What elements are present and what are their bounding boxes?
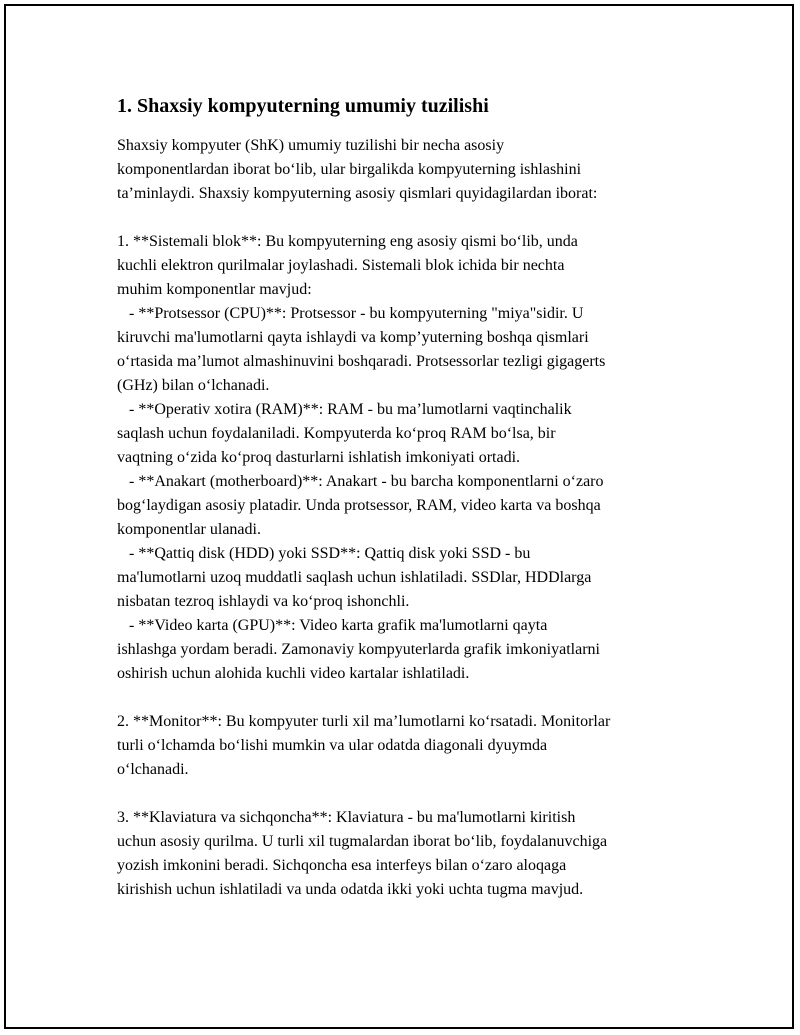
text-line: Shaxsiy kompyuter (ShK) umumiy tuzilishi bir necha asosiy	[117, 137, 505, 154]
text-line: 2. **Monitor**: Bu kompyuter turli xil ma’lumotlarni ko‘rsatadi. Monitorlar	[117, 713, 611, 730]
text-line: - **Qattiq disk (HDD) yoki SSD**: Qattiq disk yoki SSD - bu	[117, 545, 531, 562]
text-line: 1. **Sistemali blok**: Bu kompyuterning eng asosiy qismi bo‘lib, unda	[117, 233, 578, 250]
text-line: ta’minlaydi. Shaxsiy kompyuterning asosiy qismlari quyidagilardan iborat:	[117, 185, 598, 202]
text-line: - **Anakart (motherboard)**: Anakart - bu barcha komponentlarni o‘zaro	[117, 473, 604, 490]
text-line: kiruvchi ma'lumotlarni qayta ishlaydi va komp’yuterning boshqa qismlari	[117, 329, 589, 346]
text-line: - **Operativ xotira (RAM)**: RAM - bu ma’lumotlarni vaqtinchalik	[117, 401, 572, 418]
text-line: 3. **Klaviatura va sichqoncha**: Klaviatura - bu ma'lumotlarni kiritish	[117, 809, 576, 826]
text-line: yozish imkonini beradi. Sichqoncha esa interfeys bilan o‘zaro aloqaga	[117, 857, 567, 874]
text-line: (GHz) bilan o‘lchanadi.	[117, 377, 270, 394]
text-line: muhim komponentlar mavjud:	[117, 281, 312, 298]
document-title: 1. Shaxsiy kompyuterning umumiy tuzilishi	[117, 95, 489, 117]
text-line: oshirish uchun alohida kuchli video kartalar ishlatiladi.	[117, 665, 470, 682]
text-line: ma'lumotlarni uzoq muddatli saqlash uchun ishlatiladi. SSDlar, HDDlarga	[117, 569, 592, 586]
text-line: bog‘laydigan asosiy platadir. Unda protsessor, RAM, video karta va boshqa	[117, 497, 601, 514]
text-line: vaqtning o‘zida ko‘proq dasturlarni ishlatish imkoniyati ortadi.	[117, 449, 521, 466]
text-line: saqlash uchun foydalaniladi. Kompyuterda ko‘proq RAM bo‘lsa, bir	[117, 425, 556, 442]
document-body	[117, 92, 697, 926]
text-line: komponentlardan iborat bo‘lib, ular birgalikda kompyuterning ishlashini	[117, 161, 582, 178]
text-line: uchun asosiy qurilma. U turli xil tugmalardan iborat bo‘lib, foydalanuvchiga	[117, 833, 608, 850]
text-line: - **Protsessor (CPU)**: Protsessor - bu kompyuterning "miya"sidir. U	[117, 305, 584, 322]
text-line: komponentlar ulanadi.	[117, 521, 261, 538]
section-monitor	[117, 710, 697, 782]
text-line: - **Video karta (GPU)**: Video karta grafik ma'lumotlarni qayta	[117, 617, 548, 634]
text-line: kirishish uchun ishlatiladi va unda odatda ikki yoki uchta tugma mavjud.	[117, 881, 584, 898]
section-system-unit	[117, 230, 697, 686]
text-line: ishlashga yordam beradi. Zamonaviy kompyuterlarda grafik imkoniyatlarni	[117, 641, 600, 658]
intro-paragraph	[117, 134, 697, 206]
text-line: turli o‘lchamda bo‘lishi mumkin va ular odatda diagonali dyuymda	[117, 737, 548, 754]
text-line: o‘rtasida ma’lumot almashinuvini boshqaradi. Protsessorlar tezligi gigagerts	[117, 353, 606, 370]
text-line: o‘lchanadi.	[117, 761, 189, 778]
section-keyboard-mouse	[117, 806, 697, 902]
text-line: kuchli elektron qurilmalar joylashadi. Sistemali blok ichida bir nechta	[117, 257, 565, 274]
text-line: nisbatan tezroq ishlaydi va ko‘proq ishonchli.	[117, 593, 410, 610]
